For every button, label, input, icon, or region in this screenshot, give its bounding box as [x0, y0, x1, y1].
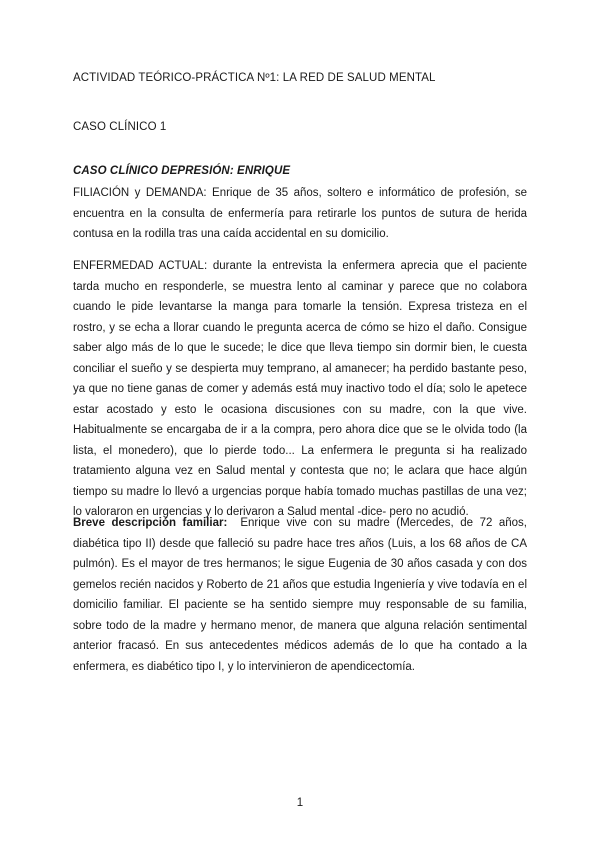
familia-label: Breve descripción familiar: [73, 517, 228, 529]
paragraph-familia [73, 513, 527, 677]
paragraph-filiacion: FILIACIÓN y DEMANDA: Enrique de 35 años, soltero e informático de profesión, se encuentra en la consulta de enfermería para retirarle los puntos de sutura de herida contusa en la rodilla tras una caída accidental en su domicilio. [73, 187, 527, 240]
paragraph-enfermedad-actual: ENFERMEDAD ACTUAL: durante la entrevista la enfermera aprecia que el paciente tarda mucho en responderle, se muestra lento al caminar y parece que no colabora cuando le pide levantarse la manga para tomarle la tensión. Expresa tristeza en el rostro, y se echa a llorar cuando le pregunta acerca de cómo se hizo el daño. Consigue saber algo más de lo que le sucede; le dice que lleva tiempo sin dormir bien, le cuesta conciliar el sueño y se despierta muy temprano, al amanecer; ha perdido bastante peso, ya que no tiene ganas de comer y además está muy inactivo todo el día; solo le apetece estar acostado y esto le ocasiona discusiones con su madre, con la que vive. Habitualmente se encargaba de ir a la compra, pero ahora dice que se le olvida todo (la lista, el monedero), que lo pierde todo... La enfermera le pregunta si ha realizado tratamiento alguna vez en Salud mental y contesta que no; le aclara que hace algún tiempo su madre lo llevó a urgencias porque había tomado muchas pastillas de una vez; lo valoraron en urgencias y lo derivaron a Salud mental -dice- pero no acudió. [73, 260, 527, 518]
case-heading: CASO CLÍNICO DEPRESIÓN: ENRIQUE [73, 165, 291, 177]
familia-text: Enrique vive con su madre (Mercedes, de 72 años, diabética tipo II) desde que falleció su padre hace tres años (Luis, a los 68 años de CA pulmón). Es el mayor de tres hermanos; le sigue Eugenia de 30 años casada y con dos gemelos recién nacidos y Roberto de 21 años que estudia Ingeniería y vive todavía en el domicilio familiar. El paciente se ha sentido siempre muy responsable de su familia, sobre todo de la madre y hermano menor, de manera que alguna relación sentimental anterior fracasó. En sus antecedentes médicos además de lo que ha contado a la enfermera, es diabético tipo I, y lo intervinieron de apendicectomía. [73, 517, 527, 673]
page-number: 1 [296, 797, 304, 809]
document-title: ACTIVIDAD TEÓRICO-PRÁCTICA Nº1: LA RED DE SALUD MENTAL [73, 72, 436, 84]
case-label: CASO CLÍNICO 1 [73, 121, 167, 133]
